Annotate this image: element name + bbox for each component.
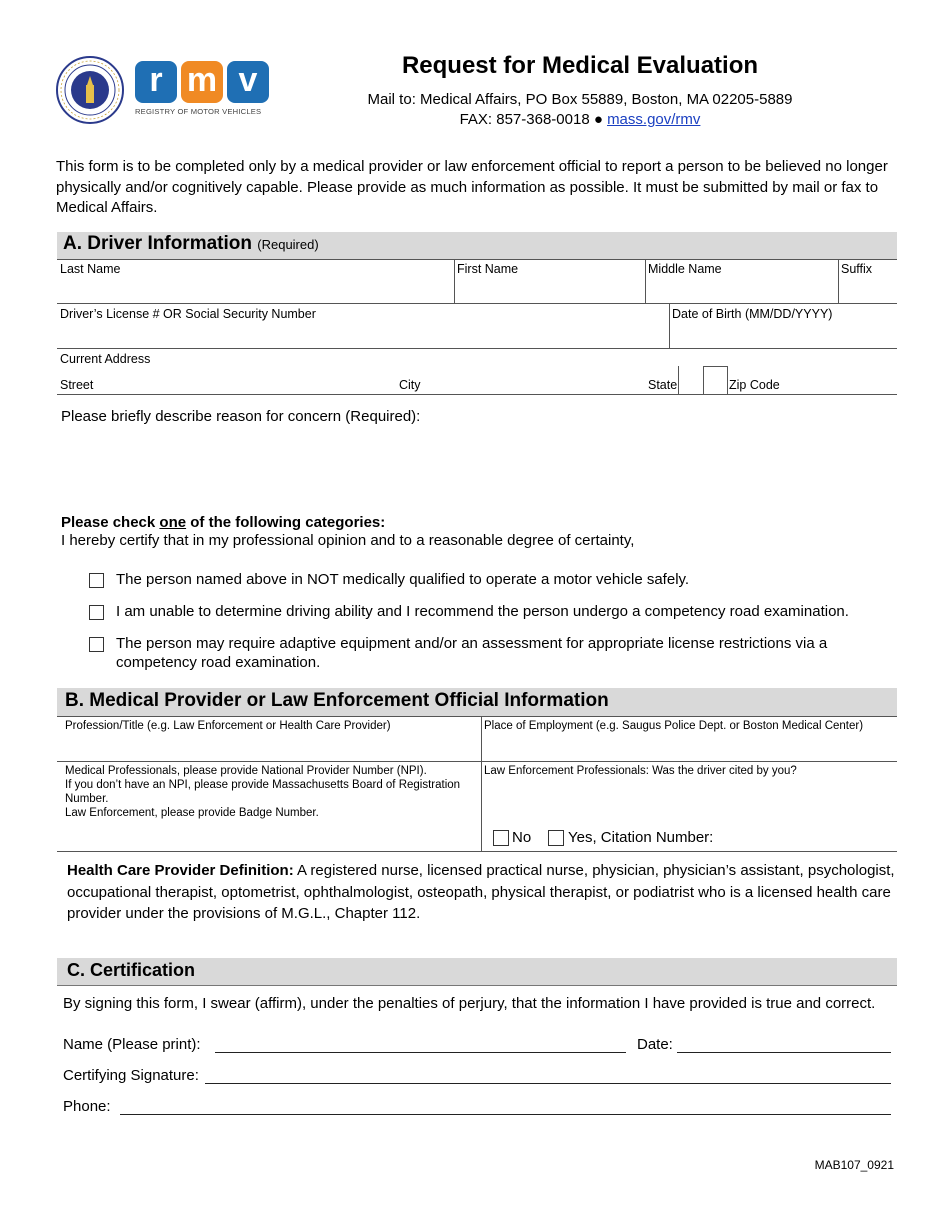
page-title: Request for Medical Evaluation [401, 52, 759, 79]
signature-line[interactable] [205, 1083, 891, 1084]
fax-number: FAX: 857-368-0018 ● [459, 111, 608, 128]
section-a-title: A. Driver Information [63, 233, 252, 254]
option-road-exam-label: I am unable to determine driving ability and I recommend the person undergo a competency road examination. [116, 603, 849, 620]
intro-paragraph: This form is to be completed only by a medical provider or law enforcement official to report a person to be believed no longer physically and/or cognitively capable. Please provide as much information as possible. It must be submitted by mail or fax to Medical Affairs. [56, 158, 888, 216]
cited-question: Law Enforcement Professionals: Was the driver cited by you? [484, 765, 797, 777]
last-name-label: Last Name [60, 262, 121, 276]
date-line[interactable] [677, 1052, 891, 1053]
cited-no-label: No [512, 829, 532, 846]
mailing-address: Mail to: Medical Affairs, PO Box 55889, Boston, MA 02205-5889 [367, 91, 793, 108]
npi-line-2: If you don’t have an NPI, please provide Massachusetts Board of Registration Number. [65, 779, 461, 805]
rmv-logo-r: r [135, 61, 177, 103]
check-suffix: of the following categories: [186, 514, 386, 531]
rmv-logo-subtitle: REGISTRY OF MOTOR VEHICLES [135, 107, 262, 116]
fax-line [300, 111, 860, 128]
rmv-logo-m: m [181, 61, 223, 103]
street-label: Street [60, 378, 94, 392]
npi-line-1: Medical Professionals, please provide National Provider Number (NPI). [65, 765, 427, 777]
cited-yes-checkbox[interactable] [548, 830, 564, 846]
profession-label: Profession/Title (e.g. Law Enforcement or Health Care Provider) [65, 720, 391, 732]
section-a-header [57, 232, 897, 259]
first-name-label: First Name [457, 262, 519, 276]
state-label: State [648, 378, 678, 392]
option-adaptive-equipment-checkbox[interactable] [89, 637, 104, 652]
license-ssn-label: Driver’s License # OR Social Security Number [60, 307, 316, 321]
cited-yes-label: Yes, Citation Number: [568, 829, 714, 846]
section-a-required: (Required) [257, 237, 319, 252]
name-label: Name (Please print): [63, 1036, 201, 1053]
website-link[interactable]: mass.gov/rmv [607, 111, 701, 128]
massachusetts-seal [55, 55, 125, 125]
date-label: Date: [637, 1036, 673, 1053]
phone-line[interactable] [120, 1114, 891, 1115]
check-one: one [159, 514, 187, 531]
option-road-exam-checkbox[interactable] [89, 605, 104, 620]
section-b-title: B. Medical Provider or Law Enforcement Official Information [57, 688, 897, 716]
dob-label: Date of Birth (MM/DD/YYYY) [672, 307, 833, 321]
reason-label: Please briefly describe reason for concern (Required): [61, 408, 421, 425]
provider-definition [67, 860, 897, 925]
section-c-title: C. Certification [57, 958, 897, 986]
npi-line-3: Law Enforcement, please provide Badge Number. [65, 807, 319, 819]
suffix-label: Suffix [841, 262, 873, 276]
option-not-qualified-label: The person named above in NOT medically qualified to operate a motor vehicle safely. [116, 571, 690, 588]
rmv-logo [133, 58, 273, 120]
certify-statement: I hereby certify that in my professional opinion and to a reasonable degree of certainty, [61, 532, 635, 549]
employment-label: Place of Employment (e.g. Saugus Police Dept. or Boston Medical Center) [484, 720, 864, 732]
option-not-qualified-checkbox[interactable] [89, 573, 104, 588]
definition-text: A registered nurse, licensed practical nurse, physician, physician’s assistant, psychologist, occupational therapist, optometrist, ophthalmologist, osteopath, physical therapist, or podiatrist who is a licensed health care provider under the provisions of M.G.L., Chapter 112. [67, 862, 895, 922]
zip-label: Zip Code [729, 378, 780, 392]
perjury-statement: By signing this form, I swear (affirm), under the penalties of perjury, that the information I have provided is true and correct. [63, 995, 876, 1012]
city-label: City [399, 378, 421, 392]
option-adaptive-equipment-label: The person may require adaptive equipment and/or an assessment for appropriate license restrictions via a competency road examination. [116, 635, 828, 671]
check-instruction [61, 514, 385, 531]
check-prefix: Please check [61, 514, 160, 531]
current-address-label: Current Address [60, 352, 151, 366]
rmv-logo-v: v [227, 61, 269, 103]
cited-no-checkbox[interactable] [493, 830, 509, 846]
form-number: MAB107_0921 [814, 1158, 894, 1172]
phone-label: Phone: [63, 1098, 111, 1115]
middle-name-label: Middle Name [648, 262, 722, 276]
signature-label: Certifying Signature: [63, 1067, 199, 1084]
name-line[interactable] [215, 1052, 626, 1053]
definition-label: Health Care Provider Definition: [67, 862, 294, 879]
